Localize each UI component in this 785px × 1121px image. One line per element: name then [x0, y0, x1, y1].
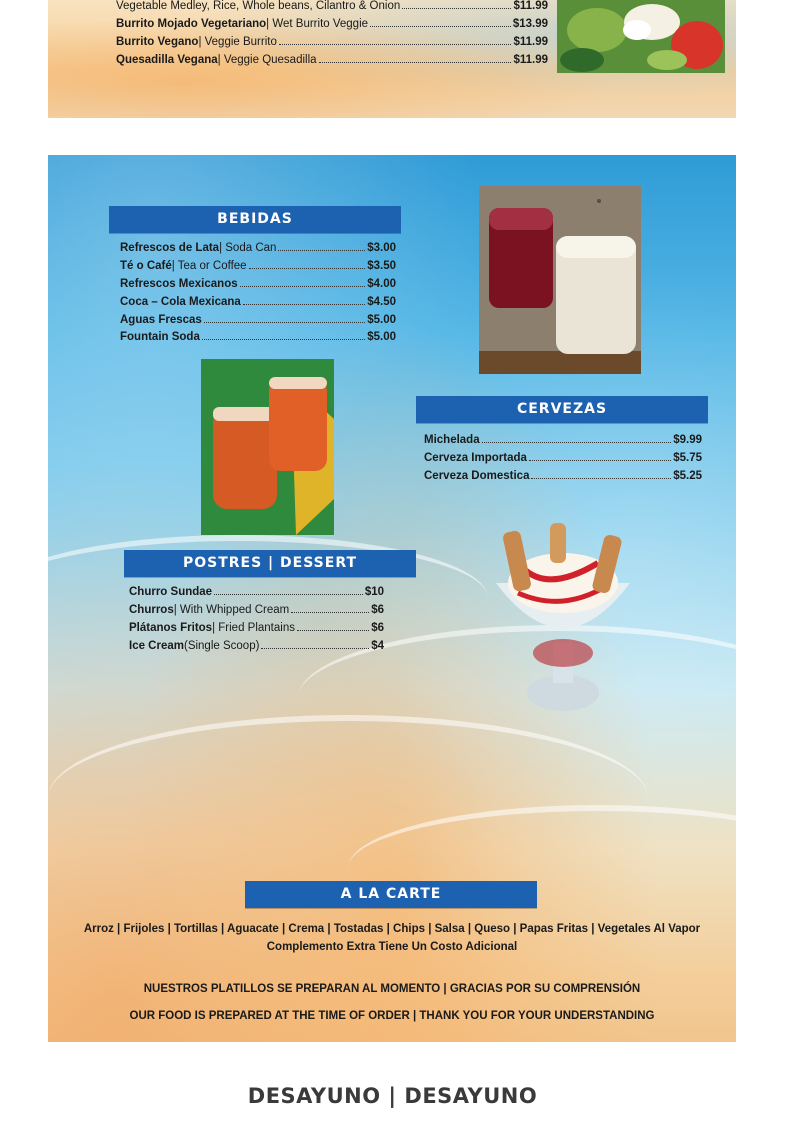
dot-leader — [482, 442, 672, 443]
menu-item-row — [424, 433, 702, 447]
menu-item-description: (Single Scoop) — [183, 639, 260, 652]
menu-item-price: $4 — [371, 639, 384, 652]
menu-item-name: Churros — [129, 603, 174, 616]
dot-leader — [529, 460, 671, 461]
a-la-carte-list: Arroz | Frijoles | Tortillas | Aguacate | Crema | Tostadas | Chips | Salsa | Queso | Papas Fritas | Vegetales Al Vapor — [83, 923, 701, 935]
postres-banner: POSTRES | DESSERT — [124, 550, 416, 577]
menu-item-row — [129, 639, 384, 653]
menu-item-price: $4.50 — [367, 295, 396, 308]
menu-item-row — [424, 469, 702, 483]
menu-item-name: Refrescos de Lata — [120, 242, 220, 254]
menu-item-name: Burrito Vegano — [116, 35, 199, 48]
salad-photo — [557, 0, 725, 73]
menu-item-price: $11.99 — [513, 53, 548, 66]
dot-leader — [297, 630, 369, 631]
menu-item-name: Aguas Frescas — [120, 313, 202, 326]
menu-item-row — [116, 35, 548, 49]
menu-item-row — [120, 313, 396, 327]
menu-item-row — [116, 0, 548, 13]
dot-leader — [279, 44, 512, 45]
menu-item-row — [116, 17, 548, 31]
menu-item-row — [120, 295, 396, 309]
menu-item-name: Coca – Cola Mexicana — [120, 295, 241, 308]
dot-leader — [531, 478, 671, 479]
main-menu-panel — [48, 155, 736, 1042]
menu-item-price: $3.50 — [367, 259, 396, 272]
menu-item-price: $11.99 — [513, 0, 548, 12]
menu-item-row — [116, 53, 548, 67]
menu-item-name: Cerveza Domestica — [424, 469, 530, 482]
menu-item-name: Burrito Mojado Vegetariano — [116, 17, 267, 30]
dot-leader — [370, 26, 511, 27]
menu-item-description: | Wet Burrito Veggie — [266, 17, 369, 30]
cervezas-list — [424, 433, 702, 487]
menu-item-price: $5.75 — [673, 451, 702, 464]
menu-item-name: Té o Café — [120, 259, 172, 272]
bebidas-list — [120, 241, 396, 348]
menu-item-price: $9.99 — [673, 434, 702, 446]
notice-spanish: NUESTROS PLATILLOS SE PREPARAN AL MOMENTO | GRACIAS POR SU COMPRENSIÓN — [143, 983, 641, 995]
dot-leader — [243, 304, 365, 305]
michelada-photo — [201, 359, 334, 535]
top-items-list — [116, 0, 548, 71]
dot-leader — [249, 268, 366, 269]
menu-item-name: Fountain Soda — [120, 331, 200, 344]
dot-leader — [204, 322, 365, 323]
menu-item-price: $6 — [371, 621, 384, 634]
menu-item-name: Michelada — [424, 434, 480, 446]
menu-item-price: $10 — [364, 586, 384, 598]
menu-item-row — [424, 451, 702, 465]
menu-item-name: Quesadilla Vegana — [116, 53, 218, 66]
dot-leader — [319, 62, 512, 63]
menu-item-name: Cerveza Importada — [424, 451, 527, 464]
dot-leader — [214, 594, 363, 595]
menu-item-description: | Veggie Burrito — [198, 35, 277, 48]
dot-leader — [402, 8, 511, 9]
menu-item-name: Churro Sundae — [129, 586, 213, 598]
dot-leader — [291, 612, 369, 613]
menu-item-price: $13.99 — [512, 17, 548, 30]
menu-item-price: $11.99 — [513, 35, 548, 48]
menu-item-price: $5.00 — [367, 331, 396, 344]
menu-item-row — [120, 277, 396, 291]
menu-item-price: $3.00 — [367, 242, 396, 254]
menu-item-description: | Tea or Coffee — [171, 259, 247, 272]
menu-item-name: Plátanos Fritos — [129, 621, 213, 634]
menu-item-name: Refrescos Mexicanos — [120, 277, 238, 290]
menu-item-row — [120, 259, 396, 273]
menu-item-description: | Veggie Quesadilla — [217, 53, 317, 66]
cervezas-banner: CERVEZAS — [416, 396, 708, 423]
dot-leader — [240, 286, 366, 287]
menu-item-description: | Soda Can — [219, 242, 277, 254]
churro-sundae-photo — [488, 523, 638, 713]
top-menu-panel — [48, 0, 736, 118]
bebidas-banner: BEBIDAS — [109, 206, 401, 233]
menu-item-description: | Fried Plantains — [212, 621, 295, 634]
dot-leader — [261, 648, 369, 649]
postres-list — [129, 585, 384, 657]
menu-item-price: $6 — [371, 603, 384, 616]
menu-item-price: $5.25 — [673, 469, 702, 482]
menu-item-row — [129, 585, 384, 599]
menu-item-row — [120, 330, 396, 344]
menu-item-name: Ice Cream — [129, 639, 184, 652]
menu-item-row — [129, 621, 384, 635]
menu-item-description: Vegetable Medley, Rice, Whole beans, Cilantro & Onion — [116, 0, 401, 12]
a-la-carte-banner: A LA CARTE — [245, 881, 537, 908]
menu-item-description: | With Whipped Cream — [173, 603, 290, 616]
notice-english: OUR FOOD IS PREPARED AT THE TIME OF ORDER | THANK YOU FOR YOUR UNDERSTANDING — [129, 1010, 655, 1022]
dot-leader — [202, 339, 365, 340]
section-title: DESAYUNO | DESAYUNO — [247, 1084, 538, 1108]
menu-item-price: $5.00 — [367, 313, 396, 326]
menu-item-row — [120, 241, 396, 255]
menu-item-row — [129, 603, 384, 617]
dot-leader — [278, 250, 365, 251]
drinks-photo — [479, 186, 641, 374]
a-la-carte-note: Complemento Extra Tiene Un Costo Adicional — [266, 941, 518, 953]
menu-item-price: $4.00 — [367, 277, 396, 290]
